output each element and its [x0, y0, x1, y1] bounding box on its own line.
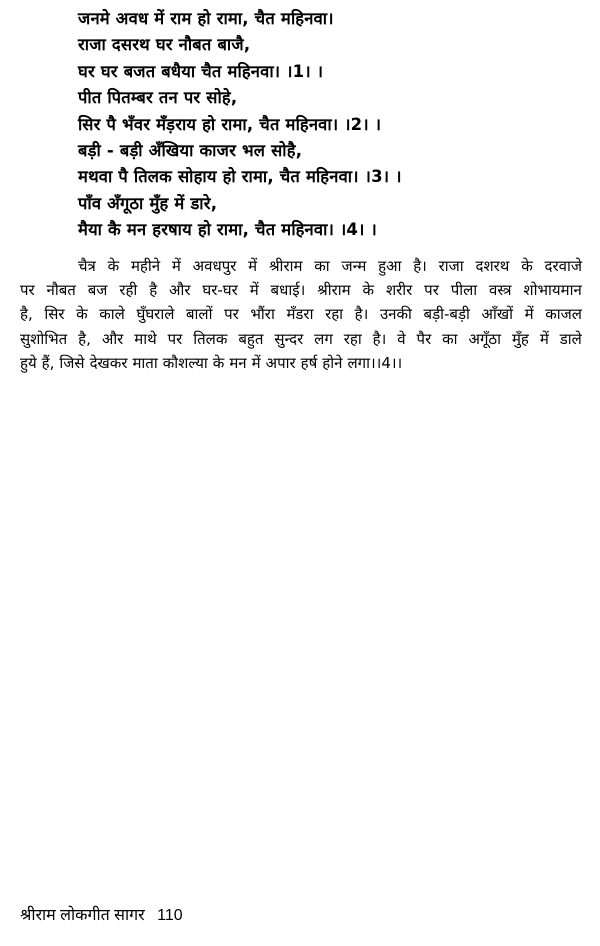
- page-number: 110: [157, 907, 183, 924]
- paragraph-word: बधाई।: [270, 281, 306, 300]
- paragraph-word: डाले: [559, 329, 582, 348]
- paragraph-word: में: [171, 257, 181, 275]
- paragraph-word: महीने: [130, 257, 161, 275]
- paragraph-word: मन: [229, 353, 247, 372]
- paragraph-line: [20, 254, 582, 278]
- paragraph-word: अवधपुर: [192, 257, 237, 275]
- paragraph-word: कौशल्या: [162, 353, 208, 372]
- paragraph-word: सुन्दर: [274, 329, 304, 348]
- paragraph-word: का: [442, 329, 458, 348]
- paragraph-word: पीला: [450, 281, 478, 300]
- paragraph-word: चैत्र: [78, 257, 96, 275]
- verse-line: घर घर बजत बधैया चैत महिनवा। ।1। ।: [78, 61, 324, 81]
- verse-line: पाँव अँगूठा मुँह में डारे,: [78, 193, 218, 213]
- paragraph-word: सिर: [44, 305, 65, 324]
- paragraph-word: है।: [354, 305, 369, 324]
- paragraph-word: मँडरा: [286, 305, 314, 324]
- paragraph-word: शोभायमान: [523, 281, 582, 300]
- paragraph-word: अगूँठा: [468, 329, 501, 348]
- explanation-paragraph: [20, 254, 582, 375]
- paragraph-word: देखकर: [89, 353, 128, 372]
- paragraph-word: पर: [167, 329, 183, 348]
- paragraph-word: बहुत: [238, 329, 264, 348]
- paragraph-word: माथे: [134, 329, 157, 348]
- paragraph-word: जिसे: [59, 353, 85, 372]
- paragraph-word: हर्ष: [300, 353, 318, 372]
- paragraph-word: मुँह: [511, 329, 529, 348]
- paragraph-word: बड़ी-बड़ी: [423, 305, 470, 324]
- paragraph-word: रहा: [325, 305, 344, 324]
- verse-line: मथवा पै तिलक सोहाय हो रामा, चैत महिनवा। ।3। ।: [78, 167, 402, 187]
- paragraph-word: हैं,: [41, 353, 55, 372]
- paragraph-word: घर-घर: [202, 281, 238, 300]
- paragraph-word: में: [524, 305, 534, 324]
- paragraph-word: काले: [99, 305, 125, 324]
- paragraph-word: है।: [413, 257, 427, 275]
- paragraph-word: दशरथ: [475, 257, 510, 275]
- paragraph-word: में: [248, 257, 258, 275]
- song-verses: [78, 6, 578, 244]
- paragraph-word: आँखों: [481, 305, 513, 324]
- paragraph-word: के: [107, 257, 120, 275]
- paragraph-word: श्रीराम: [268, 257, 303, 275]
- verse-line: मैया कै मन हरषाय हो रामा, चैत महिनवा। ।4। ।: [78, 220, 377, 240]
- paragraph-word: माता: [132, 353, 158, 372]
- paragraph-word: का: [314, 257, 330, 275]
- paragraph-word: के: [76, 305, 88, 324]
- paragraph-word: है,: [78, 329, 91, 348]
- paragraph-word: होने: [322, 353, 343, 372]
- paragraph-word: जन्म: [341, 257, 367, 275]
- page-footer: [20, 904, 183, 928]
- paragraph-word: बज: [87, 281, 108, 300]
- paragraph-word: पर: [424, 281, 439, 300]
- book-title: श्रीराम लोकगीत सागर: [20, 907, 145, 924]
- verse-line: पीत पितम्बर तन पर सोहे,: [78, 88, 238, 108]
- paragraph-word: लगा।।4।।: [347, 353, 403, 372]
- paragraph-word: नौबत: [46, 281, 76, 300]
- paragraph-word: और: [169, 281, 191, 300]
- paragraph-word: काजल: [545, 305, 582, 324]
- paragraph-word: पैर: [416, 329, 432, 348]
- paragraph-word: श्रीराम: [317, 281, 351, 300]
- paragraph-word: वस्त्र: [489, 281, 512, 300]
- paragraph-line: [20, 327, 582, 351]
- paragraph-line: [20, 351, 582, 375]
- paragraph-word: के: [212, 353, 225, 372]
- paragraph-word: है।: [372, 329, 387, 348]
- paragraph-word: हुये: [20, 353, 37, 372]
- verse-line: जनमे अवध में राम हो रामा, चैत महिनवा।: [78, 9, 334, 28]
- paragraph-word: शरीर: [385, 281, 413, 300]
- verse-line: राजा दसरथ घर नौबत बाजै,: [78, 35, 251, 55]
- paragraph-word: और: [101, 329, 124, 348]
- paragraph-word: बालों: [185, 305, 213, 324]
- paragraph-word: पर: [20, 281, 35, 300]
- paragraph-word: भौंरा: [250, 305, 275, 324]
- paragraph-word: के: [362, 281, 375, 300]
- paragraph-word: है,: [20, 305, 33, 324]
- paragraph-word: उनकी: [379, 305, 412, 324]
- paragraph-line: [20, 302, 582, 326]
- paragraph-word: दरवाजे: [544, 257, 582, 275]
- paragraph-word: के: [521, 257, 533, 275]
- paragraph-word: घुँघराले: [136, 305, 175, 324]
- paragraph-word: वे: [397, 329, 406, 348]
- paragraph-word: है: [149, 281, 158, 300]
- paragraph-word: रही: [119, 281, 138, 300]
- paragraph-word: तिलक: [193, 329, 228, 348]
- paragraph-word: राजा: [438, 257, 464, 275]
- paragraph-word: लग: [314, 329, 333, 348]
- paragraph-word: में: [251, 353, 261, 372]
- verse-line: सिर पै भँवर मँड़राय हो रामा, चैत महिनवा। ।2। ।: [78, 114, 382, 134]
- paragraph-line: [20, 278, 582, 302]
- paragraph-word: सुशोभित: [20, 329, 68, 348]
- paragraph-word: में: [249, 281, 259, 300]
- paragraph-word: रहा: [343, 329, 362, 348]
- paragraph-word: में: [539, 329, 549, 348]
- verse-line: बड़ी - बड़ी अँखिया काजर भल सोहै,: [78, 140, 303, 160]
- paragraph-word: अपार: [265, 353, 296, 372]
- paragraph-word: हुआ: [378, 257, 402, 275]
- paragraph-word: पर: [224, 305, 239, 324]
